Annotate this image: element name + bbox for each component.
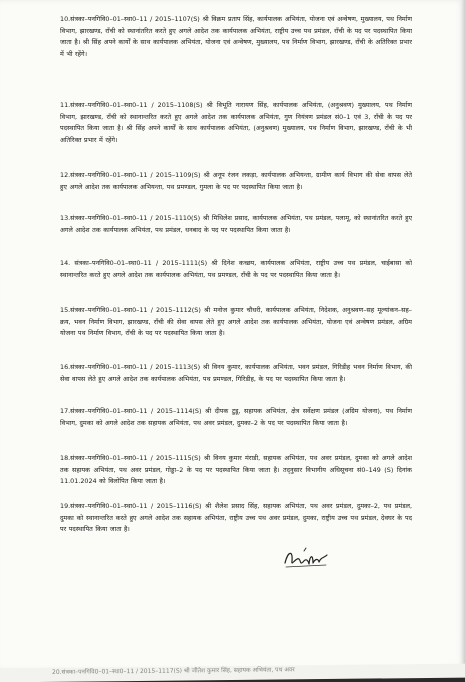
order-paragraph-12: 12.संत्रका–पनगिवि0–01–स्था0–11 / 2015–1109(S) श्री अनूप रंजन लकड़ा, कार्यपालक अभियन्ता, ग्रामीण कार्य विभाग की सेवा वापस लेते हुए अगले आदेश तक कार्यपालक अभियन्ता, पथ प्रमण्डल, गुमला के पद पर पदस्थापित किया जाता है। (60, 171, 412, 191)
order-paragraph-17: 17.संत्रका–पनगिवि0–01–स्था0–11 / 2015–1114(S) श्री दीपक टुडू, सहायक अभियंता, क्षेत्र सर्वेक्षण प्रमंडल (अग्रिम योजना), पथ निर्माण विभाग, दुमका को अगले आदेश तक सहायक अभियंता, पथ अवर प्रमंडल, दुमका–2 के पद पर पदस्थापित किया जाता है। (60, 407, 412, 427)
order-paragraph-18: 18.संत्रका–पनगिवि0–01–स्था0–11 / 2015–1115(S) श्री विनय कुमार मंराडी, सहायक अभियंता, पथ अवर प्रमंडल, दुमका को अगले आदेश तक सहायक अभियंता, पथ अवर प्रमंडल, गोड्डा–2 के पद पर पदस्थापित किया जाता है। तद्नुसार विभागीय अधिसूचना सं0–149 (S) दिनांक 11.01.2024 को विलोपित किया जाता है। (60, 454, 412, 486)
order-paragraph-19: 19.संत्रका–पनगिवि0–01–स्था0–11 / 2015–1116(S) श्री शैलेश प्रसाद सिंह, सहायक अभियंता, पथ अवर प्रमंडल, दुमका–2, पथ प्रमंडल, दुमका को स्थानान्तरित करते हुए अगले आदेश तक सहायक अभियंता, राष्ट्रीय उच्च पथ अवर प्रमंडल, दुमका, राष्ट्रीय उच्च पथ प्रमंडल, देवघर के पद पर पदस्थापित किया जाता है। (60, 502, 412, 534)
order-paragraph-10: 10.संत्रका–पनगिवि0–01–स्था0–11 / 2015–1107(S) श्री विक्रम प्रताप सिंह, कार्यपालक अभियंता, योजना एवं अन्वेषण, मुख्यालय, पथ निर्माण विभाग, झारखण्ड, राँची को स्थानांतरित करते हुए अगले आदेश तक कार्यपालक अभियंता, राष्ट्रीय उच्च पथ प्रमंडल, राँची के पद पर पदस्थापित किया जाता है। श्री सिंह अपने कार्यों के साथ कार्यपालक अभियंता, योजना एवं अन्वेषण, मुख्यालय, पथ निर्माण विभाग, झारखण्ड, राँची के अतिरिक्त प्रभार में भी रहेंगे। (60, 15, 412, 58)
order-paragraph-11: 11.संत्रका–पनगिवि0–01–स्था0–11 / 2015–1108(S) श्री विभूति नारायण सिंह, कार्यपालक अभियंता, (अनुश्रवण) मुख्यालय, पथ निर्माण विभाग, झारखण्ड, राँची को स्थानान्तरित करते हुए अगले आदेश तक कार्यपालक अभियंता, गुण नियंत्रण प्रमंडल सं0–1 एवं 3, राँची के पद पर पदस्थापित किया जाता है। श्री सिंह अपने कार्यों के साथ कार्यपालक अभियंता, (अनुश्रवण) मुख्यालय, पथ निर्माण विभाग, झारखण्ड, राँची के भी अतिरिक्त प्रभार में रहेंगे। (60, 101, 412, 144)
order-paragraph-14: 14. संत्रका–पनगिवि0–01–स्था0–11 / 2015–1111(S) श्री दिनेश कच्छप, कार्यपालक अभियंता, राष्ट्रीय उच्च पथ प्रमंडल, चाईबासा को स्थानान्तरित करते हुए अगले आदेश तक कार्यपालक अभियंता, पथ प्रमण्डल, राँची के पद पर पदस्थापित किया जाता है। (60, 259, 412, 279)
order-paragraph-15: 15.संत्रका–पनगिवि0–01–स्था0–11 / 2015–1112(S) श्री मनोज कुमार चौधरी, कार्यपालक अभियंता, निदेशक, अनुश्रवण–सह मूल्यांकन–सह–क्रय, भवन निर्माण विभाग, झारखण्ड, राँची की सेवा वापस लेते हुए अगले आदेश तक कार्यपालक अभियंता, योजना एवं अन्वेषण प्रमंडल, अग्रिम योजना पथ निर्माण विभाग, राँची के पद पर पदस्थापित किया जाता है। (60, 306, 412, 338)
order-paragraph-13: 13.संत्रका–पनगिवि0–01–स्था0–11 / 2015–1110(S) श्री मिथिलेश प्रसाद, कार्यपालक अभियंता, पथ प्रमंडल, पलामू, को स्थानांतरित करते हुए अगले आदेश तक कार्यपालक अभियंता, पथ प्रमंडल, धनबाद के पद पर पदस्थापित किया जाता है। (60, 214, 412, 234)
next-page-partial-text: 20.संत्रका–पनगिवि0–01–स्था0–11 / 2015–1117(S) श्री जीतेश कुमार सिंह, सहायक अभियंता, पथ अवर (52, 666, 295, 676)
order-paragraph-16: 16.संत्रका–पनगिवि0–01–स्था0–11 / 2015–1113(S) श्री विनय कुमार, कार्यपालक अभियंता, भवन प्रमंडल, गिरिडीह भवन निर्माण विभाग, की सेवा वापस लेते हुए अगले आदेश तक कार्यपालक अभियंता, पथ प्रमण्डल, गिरिडीह, के पद पर पदस्थापित किया जाता है। (60, 363, 412, 383)
signature-image (282, 545, 330, 573)
